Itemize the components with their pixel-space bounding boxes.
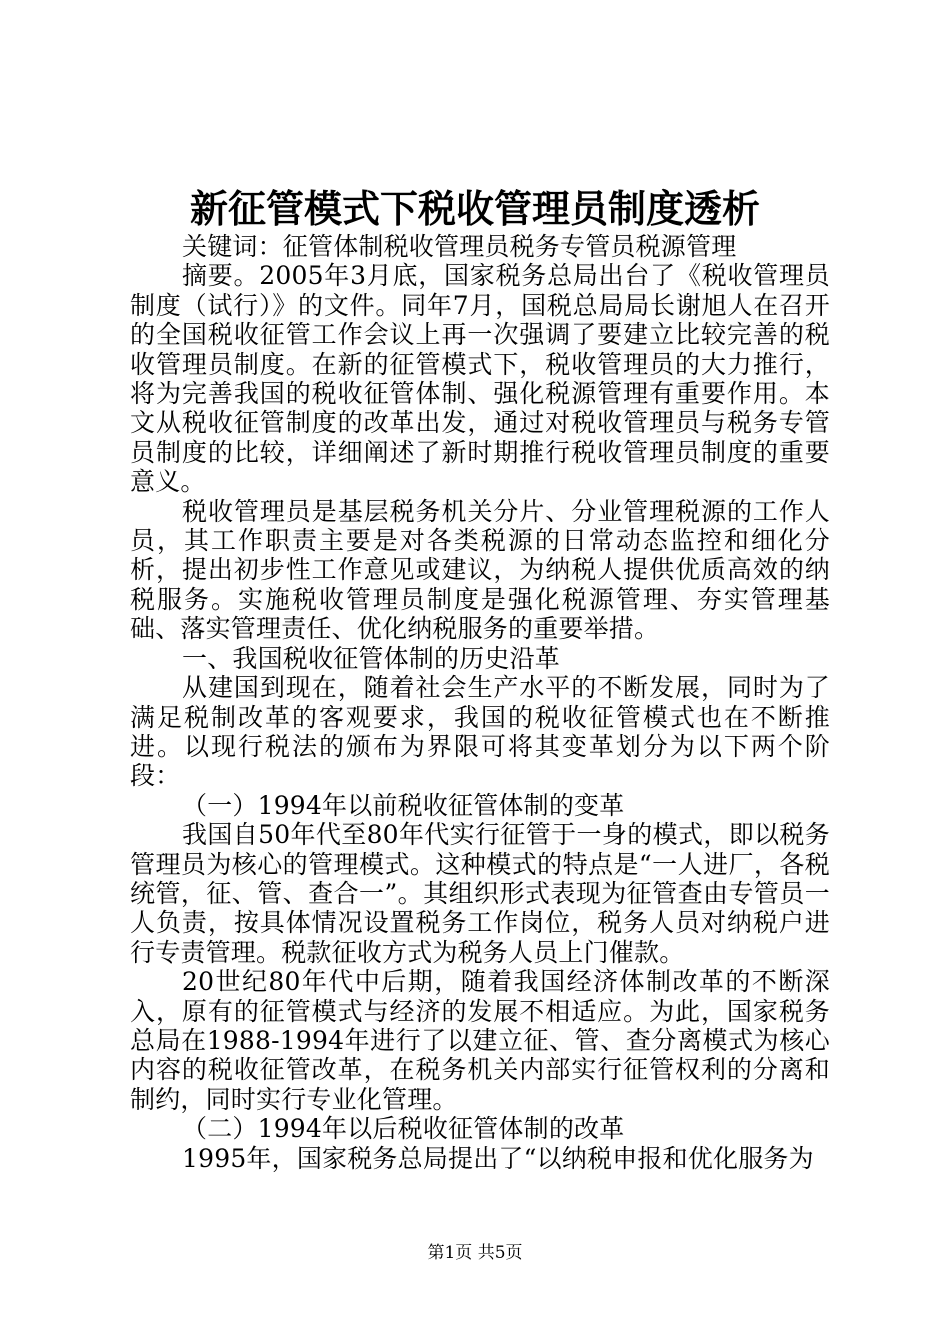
abstract-paragraph: 摘要。2005年3月底，国家税务总局出台了《税收管理员制度（试行）》的文件。同年7月，国税总局局长谢旭人在召开的全国税收征管工作会议上再一次强调了要建立比较完善的税收管理员制度。在新的征管模式下，税收管理员的大力推行，将为完善我国的税收征管体制、强化税源管理有重要作用。本文从税收征管制度的改革出发，通过对税收管理员与税务专管员制度的比较，详细阐述了新时期推行税收管理员制度的重要意义。: [130, 261, 830, 497]
body-paragraph: 税收管理员是基层税务机关分片、分业管理税源的工作人员，其工作职责主要是对各类税源的日常动态监控和细化分析，提出初步性工作意见或建议，为纳税人提供优质高效的纳税服务。实施税收管理员制度是强化税源管理、夯实管理基础、落实管理责任、优化纳税服务的重要举措。: [130, 496, 830, 644]
body-paragraph: 1995年，国家税务总局提出了“以纳税申报和优化服务为: [182, 1143, 814, 1173]
page-footer: 第1页 共5页: [427, 1243, 523, 1263]
body-paragraph: 我国自50年代至80年代实行征管于一身的模式，即以税务管理员为核心的管理模式。这种模式的特点是“一人进厂，各税统管，征、管、查合一”。其组织形式表现为征管查由专管员一人负责，按具体情况设置税务工作岗位，税务人员对纳税户进行专责管理。税款征收方式为税务人员上门催款。: [130, 820, 830, 967]
subsection-heading: （一）1994年以前税收征管体制的变革: [182, 790, 625, 820]
document-body: [130, 232, 830, 1173]
keywords-paragraph: 关键词：征管体制税收管理员税务专管员税源管理: [182, 232, 737, 261]
subsection-heading: （二）1994年以后税收征管体制的改革: [182, 1114, 625, 1144]
section-heading: 一、我国税收征管体制的历史沿革: [182, 643, 561, 673]
body-paragraph: 从建国到现在，随着社会生产水平的不断发展，同时为了满足税制改革的客观要求，我国的税收征管模式也在不断推进。以现行税法的颁布为界限可将其变革划分为以下两个阶段：: [130, 673, 830, 791]
document-title: 新征管模式下税收管理员制度透析: [189, 187, 760, 231]
body-paragraph: 20世纪80年代中后期，随着我国经济体制改革的不断深入，原有的征管模式与经济的发展不相适应。为此，国家税务总局在1988-1994年进行了以建立征、管、查分离模式为核心内容的税收征管改革，在税务机关内部实行征管权利的分离和制约，同时实行专业化管理。: [130, 967, 830, 1114]
